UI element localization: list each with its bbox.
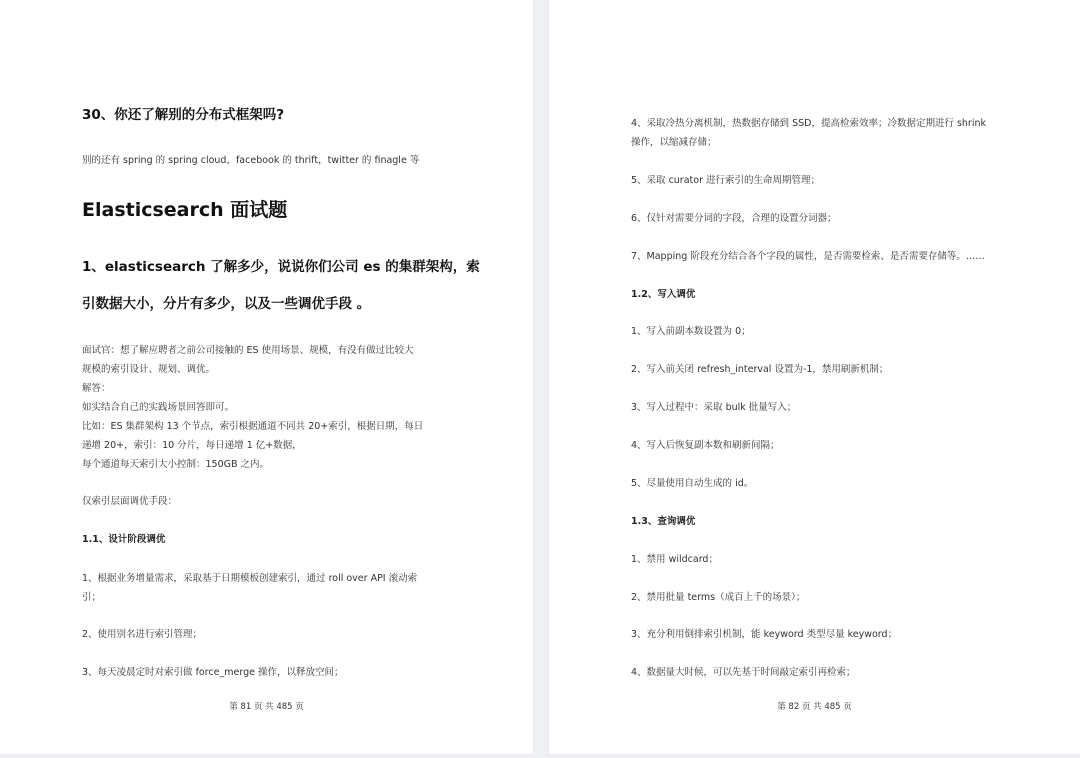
query-item-1: 1、禁用 wildcard； xyxy=(631,554,718,565)
write-item-1: 1、写入前副本数设置为 0； xyxy=(631,326,751,337)
section-title: Elasticsearch 面试题 xyxy=(82,199,288,221)
question-1-title-line1: 1、elasticsearch 了解多少，说说你们公司 es 的集群架构，索 xyxy=(82,259,480,275)
answer-text: 如实结合自己的实践场景回答即可。 xyxy=(82,402,235,413)
design-item-4-line1: 4、采取冷热分离机制，热数据存储到 SSD，提高检索效率；冷数据定期进行 shrink xyxy=(631,118,986,129)
write-item-3: 3、写入过程中：采取 bulk 批量写入； xyxy=(631,402,797,413)
question-30-title: 30、你还了解别的分布式框架吗? xyxy=(82,107,285,123)
query-item-2: 2、禁用批量 terms（成百上千的场景）； xyxy=(631,592,806,603)
design-item-4-line2: 操作，以缩减存储； xyxy=(631,137,717,148)
design-item-6: 6、仅针对需要分词的字段，合理的设置分词器； xyxy=(631,213,837,224)
subsection-1-3-title: 1.3、查询调优 xyxy=(631,516,696,527)
design-item-2: 2、使用别名进行索引管理； xyxy=(82,629,203,640)
design-item-1-line2: 引； xyxy=(82,592,102,603)
page-footer: 第 81 页 共 485 页 xyxy=(229,702,304,712)
question-30-answer: 别的还有 spring 的 spring cloud，facebook 的 thrift，twitter 的 finagle 等 xyxy=(82,155,420,166)
interviewer-text-line1: 面试官：想了解应聘者之前公司接触的 ES 使用场景、规模，有没有做过比较大 xyxy=(82,345,414,356)
document-page-81 xyxy=(0,0,533,754)
example-line1: 比如：ES 集群架构 13 个节点，索引根据通道不同共 20+索引，根据日期，每日 xyxy=(82,421,424,432)
write-item-4: 4、写入后恢复副本数和刷新间隔； xyxy=(631,440,780,451)
query-item-3: 3、充分利用倒排索引机制，能 keyword 类型尽量 keyword； xyxy=(631,629,898,640)
design-item-7: 7、Mapping 阶段充分结合各个字段的属性，是否需要检索、是否需要存储等。…… xyxy=(631,251,985,262)
design-item-3: 3、每天凌晨定时对索引做 force_merge 操作，以释放空间； xyxy=(82,667,344,678)
write-item-2: 2、写入前关闭 refresh_interval 设置为-1，禁用刷新机制； xyxy=(631,364,889,375)
design-item-1-line1: 1、根据业务增量需求，采取基于日期模板创建索引，通过 roll over API 滚动索 xyxy=(82,573,418,584)
page-footer: 第 82 页 共 485 页 xyxy=(777,702,852,712)
subsection-1-1-title: 1.1、设计阶段调优 xyxy=(82,534,166,545)
document-page-82 xyxy=(549,0,1080,754)
index-tuning-intro: 仅索引层面调优手段： xyxy=(82,496,178,507)
question-1-title-line2: 引数据大小，分片有多少，以及一些调优手段 。 xyxy=(82,296,371,312)
interviewer-text-line2: 规模的索引设计、规划、调优。 xyxy=(82,364,216,375)
answer-label: 解答： xyxy=(82,383,111,394)
query-item-4: 4、数据量大时候，可以先基于时间敲定索引再检索； xyxy=(631,667,856,678)
example-line2: 递增 20+，索引：10 分片，每日递增 1 亿+数据， xyxy=(82,440,302,451)
subsection-1-2-title: 1.2、写入调优 xyxy=(631,289,696,300)
design-item-5: 5、采取 curator 进行索引的生命周期管理； xyxy=(631,175,820,186)
example-line3: 每个通道每天索引大小控制：150GB 之内。 xyxy=(82,459,270,470)
write-item-5: 5、尽量使用自动生成的 id。 xyxy=(631,478,754,489)
